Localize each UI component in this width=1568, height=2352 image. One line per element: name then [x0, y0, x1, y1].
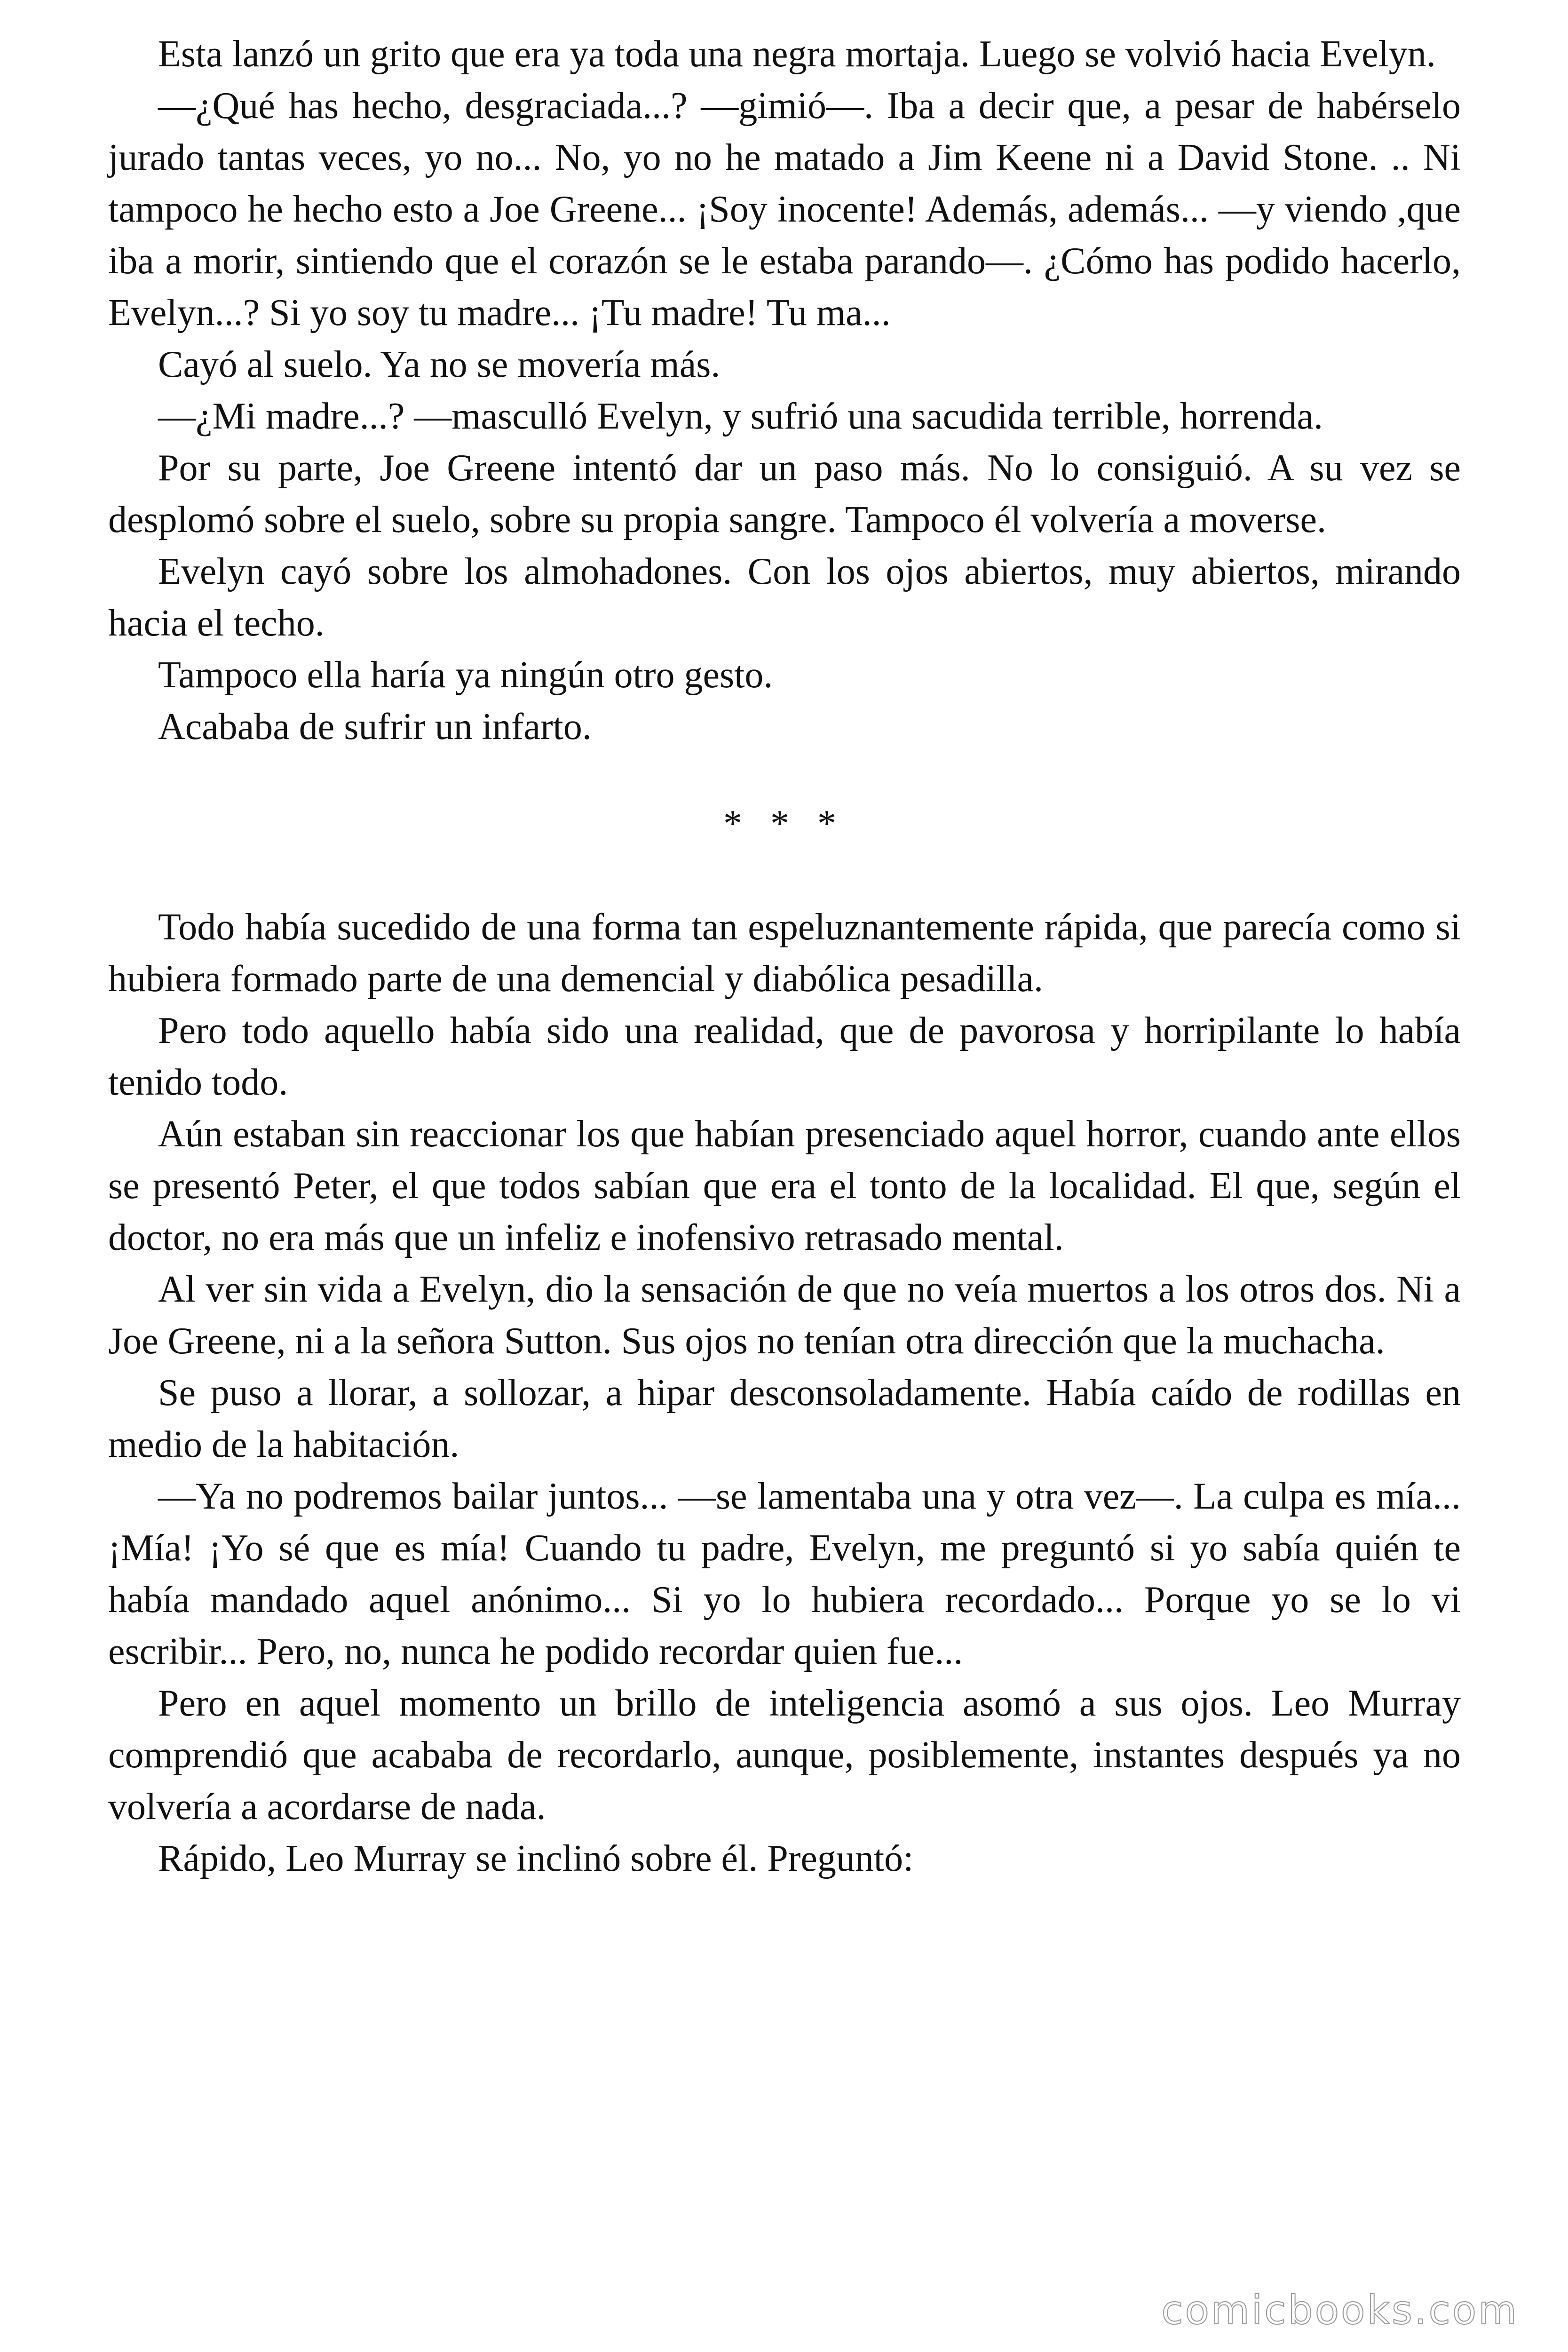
paragraph: Cayó al suelo. Ya no se movería más.: [158, 344, 721, 385]
section-separator: * * *: [723, 803, 846, 844]
paragraph: Pero en aquel momento un brillo de inteligencia asomó a sus ojos. Leo Murray comprendió que acababa de recordarlo, aunque, posiblemente, instantes después ya no volvería a acordarse de nada.: [108, 1683, 1461, 1828]
watermark: comicbooks.com: [1161, 2287, 1519, 2333]
paragraph: Todo había sucedido de una forma tan espeluznantemente rápida, que parecía como si hubiera formado parte de una demencial y diabólica pesadilla.: [108, 906, 1461, 1000]
paragraph: Se puso a llorar, a sollozar, a hipar desconsoladamente. Había caído de rodillas en medio de la habitación.: [108, 1372, 1461, 1465]
paragraph: Esta lanzó un grito que era ya toda una negra mortaja. Luego se volvió hacia Evelyn.: [158, 33, 1436, 75]
paragraph: Evelyn cayó sobre los almohadones. Con los ojos abiertos, muy abiertos, mirando hacia el techo.: [108, 551, 1461, 644]
page-text: [108, 28, 1461, 1884]
paragraph: Rápido, Leo Murray se inclinó sobre él. Preguntó:: [158, 1838, 914, 1879]
paragraph: —¿Mi madre...? —masculló Evelyn, y sufrió una sacudida terrible, horrenda.: [158, 396, 1323, 437]
paragraph: —Ya no podremos bailar juntos... —se lamentaba una y otra vez—. La culpa es mía... ¡Mía! ¡Yo sé que es mía! Cuando tu padre, Evelyn, me preguntó si yo sabía quién te había mandado aquel anónimo... Si yo lo hubiera recordado... Porque yo se lo vi escribir... Pero, no, nunca he podido recordar quien fue...: [108, 1476, 1461, 1672]
paragraph: Pero todo aquello había sido una realidad, que de pavorosa y horripilante lo había tenido todo.: [108, 1010, 1461, 1103]
paragraph: Acababa de sufrir un infarto.: [158, 706, 592, 747]
paragraph: Aún estaban sin reaccionar los que habían presenciado aquel horror, cuando ante ellos se presentó Peter, el que todos sabían que era el tonto de la localidad. El que, según el doctor, no era más que un infeliz e inofensivo retrasado mental.: [108, 1113, 1461, 1258]
paragraph: Al ver sin vida a Evelyn, dio la sensación de que no veía muertos a los otros dos. Ni a Joe Greene, ni a la señora Sutton. Sus ojos no tenían otra dirección que la muchacha.: [108, 1269, 1461, 1362]
paragraph: Tampoco ella haría ya ningún otro gesto.: [158, 654, 773, 696]
paragraph: Por su parte, Joe Greene intentó dar un paso más. No lo consiguió. A su vez se desplomó sobre el suelo, sobre su propia sangre. Tampoco él volvería a moverse.: [108, 447, 1461, 540]
paragraph: —¿Qué has hecho, desgraciada...? —gimió—. Iba a decir que, a pesar de habérselo jurado tantas veces, yo no... No, yo no he matado a Jim Keene ni a David Stone. .. Ni tampoco he hecho esto a Joe Greene... ¡Soy inocente! Además, además... —y viendo ,que iba a morir, sintiendo que el corazón se le estaba parando—. ¿Cómo has podido hacerlo, Evelyn...? Si yo soy tu madre... ¡Tu madre! Tu ma...: [108, 85, 1461, 334]
